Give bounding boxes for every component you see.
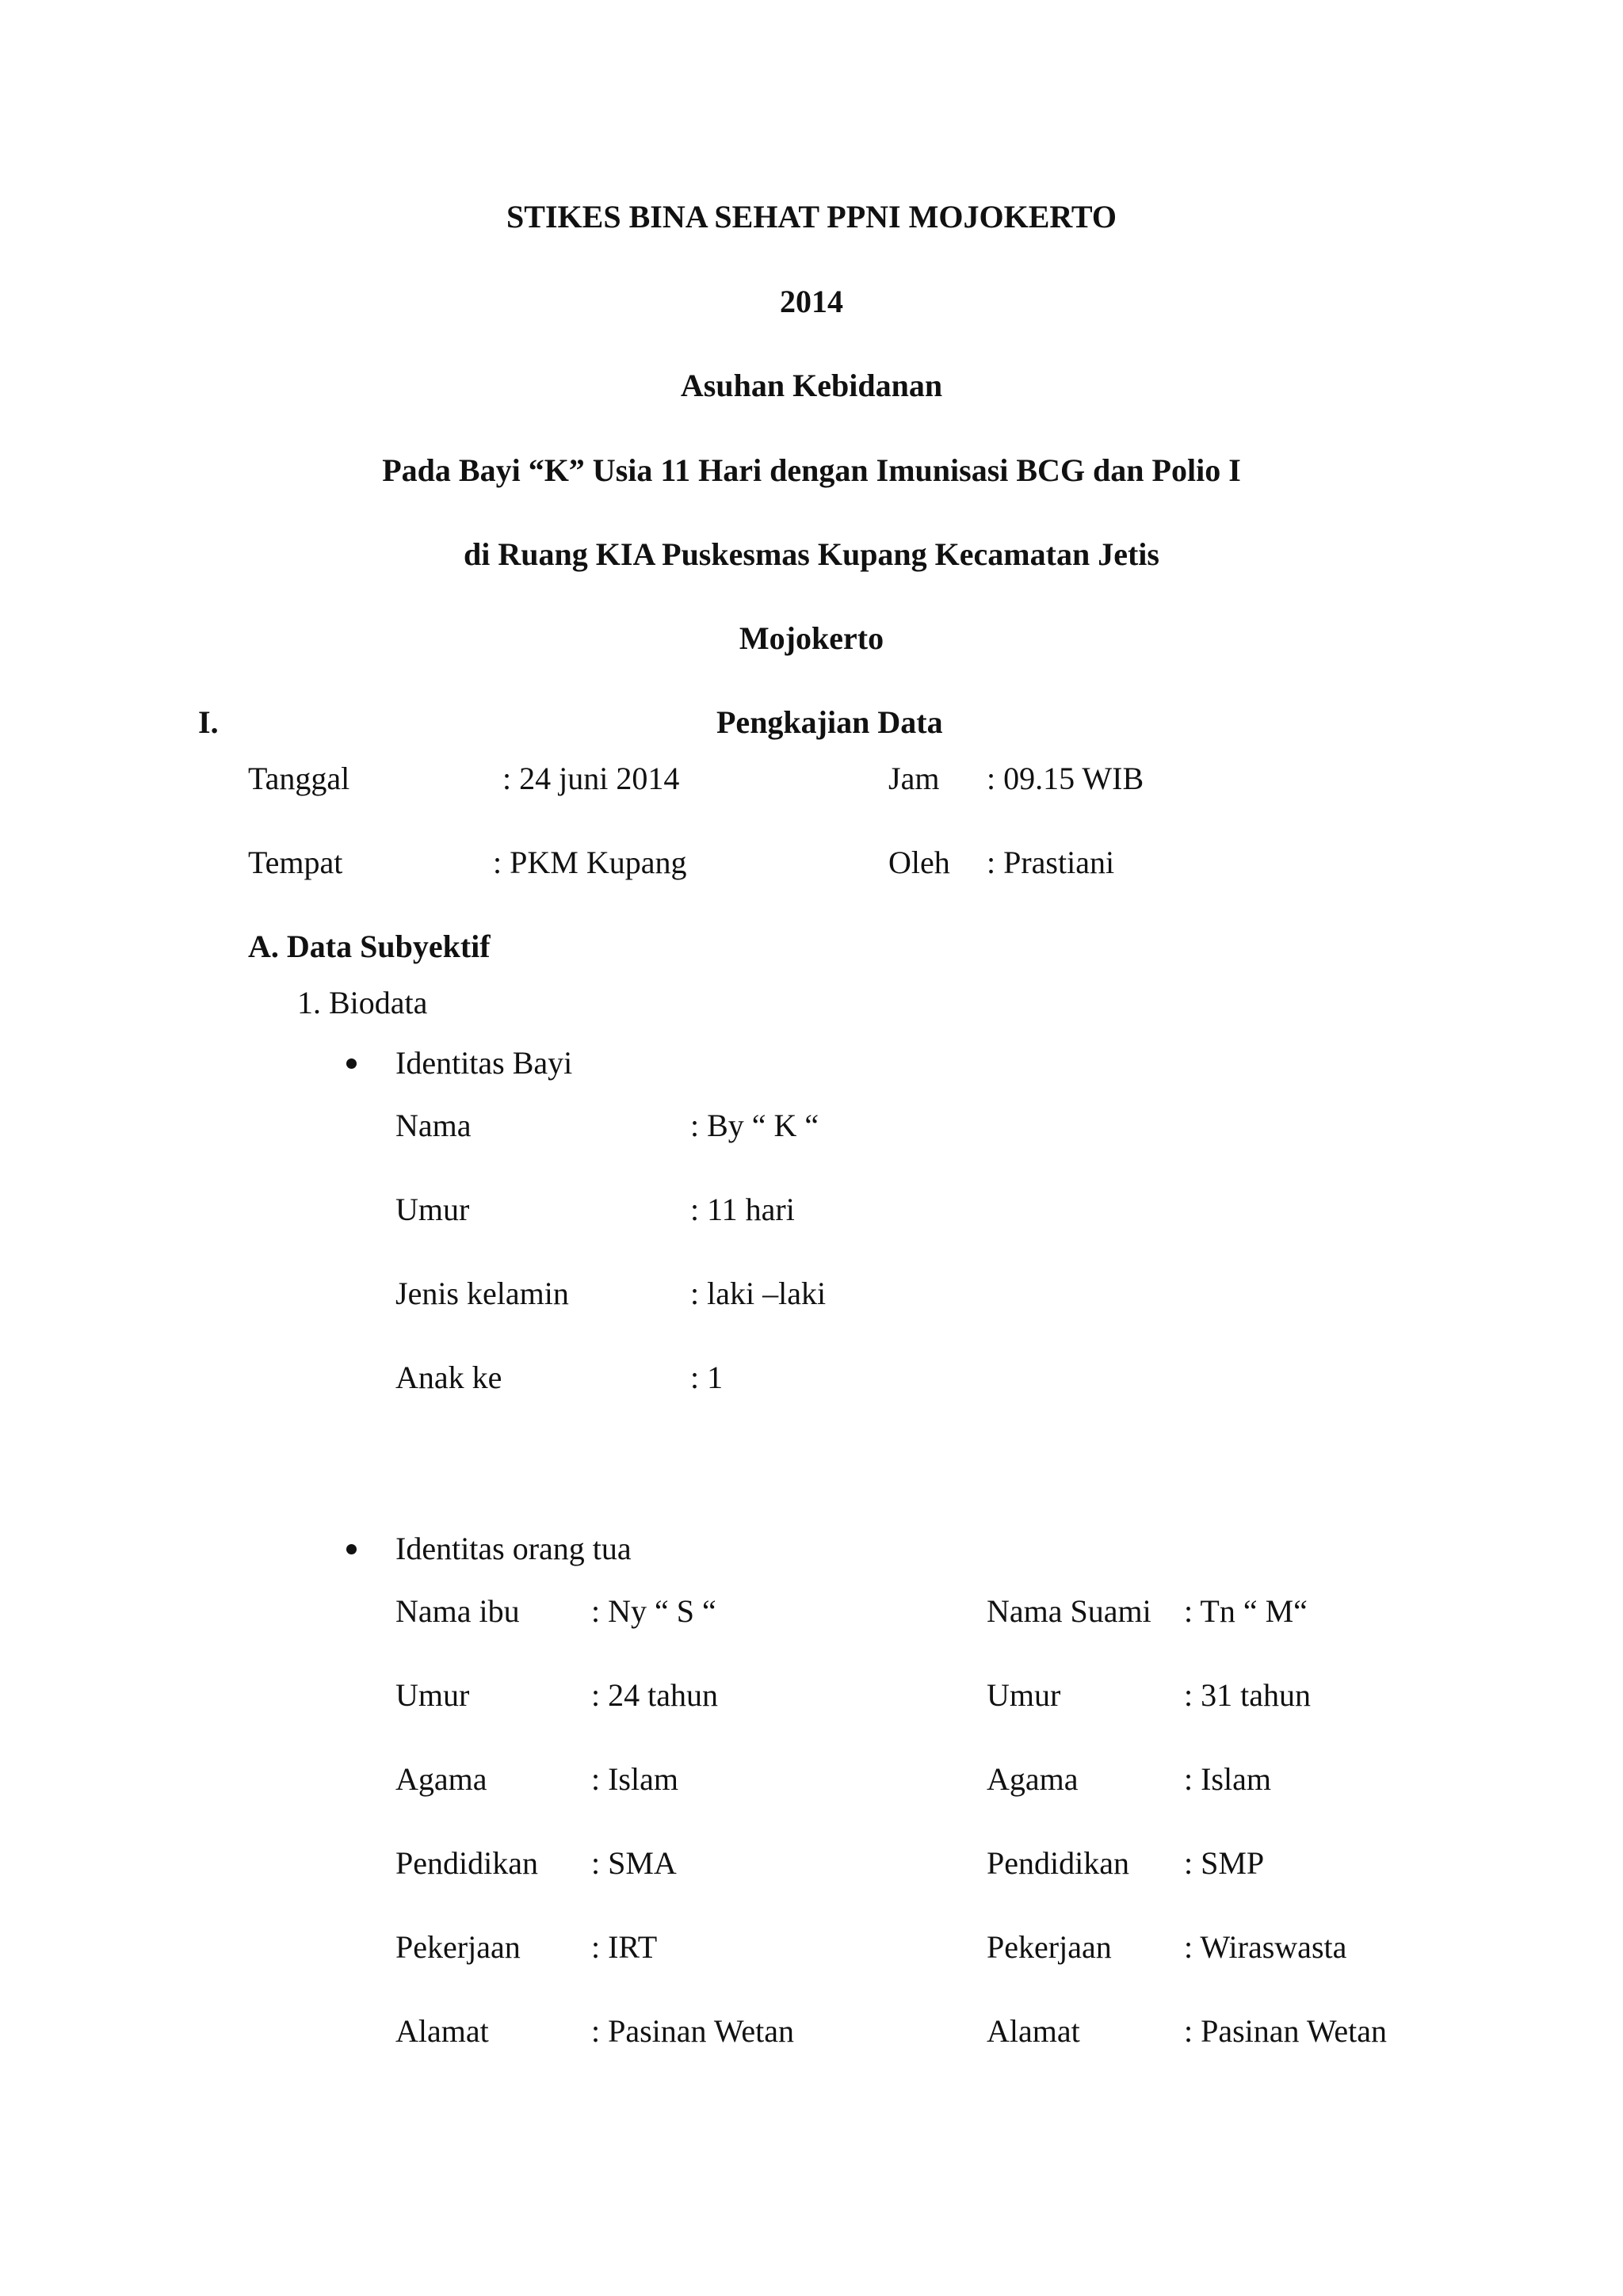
- oleh-label: Oleh: [888, 845, 950, 880]
- section-title: Pengkajian Data: [716, 704, 943, 740]
- suami-pendidikan-value: : SMP: [1184, 1845, 1265, 1881]
- ibu-agama-value: : Islam: [591, 1761, 678, 1797]
- tempat-label: Tempat: [248, 845, 343, 880]
- suami-nama-label: Nama Suami: [987, 1593, 1151, 1629]
- year-heading: 2014: [780, 284, 843, 319]
- subtitle-line-3: Mojokerto: [739, 620, 884, 656]
- suami-agama-value: : Islam: [1184, 1761, 1271, 1797]
- suami-umur-label: Umur: [987, 1677, 1061, 1713]
- institution-heading: STIKES BINA SEHAT PPNI MOJOKERTO: [506, 199, 1117, 235]
- bullet-icon: [346, 1544, 357, 1554]
- section-numeral: I.: [198, 704, 219, 740]
- tempat-value: : PKM Kupang: [493, 845, 687, 880]
- ibu-pendidikan-value: : SMA: [591, 1845, 677, 1881]
- suami-alamat-label: Alamat: [987, 2013, 1080, 2049]
- bayi-jenis-kelamin-value: : laki –laki: [690, 1276, 827, 1311]
- ibu-umur-value: : 24 tahun: [591, 1677, 718, 1713]
- tanggal-label: Tanggal: [248, 761, 350, 796]
- ibu-agama-label: Agama: [395, 1761, 487, 1797]
- ibu-nama-value: : Ny “ S “: [591, 1593, 716, 1629]
- ibu-umur-label: Umur: [395, 1677, 470, 1713]
- jam-value: : 09.15 WIB: [987, 761, 1144, 796]
- data-subyektif-heading: A. Data Subyektif: [248, 929, 491, 964]
- suami-umur-value: : 31 tahun: [1184, 1677, 1311, 1713]
- bayi-nama-label: Nama: [395, 1108, 472, 1143]
- biodata-item: 1. Biodata: [297, 985, 428, 1020]
- bayi-umur-label: Umur: [395, 1192, 470, 1227]
- tanggal-value: : 24 juni 2014: [502, 761, 680, 796]
- document-title: Asuhan Kebidanan: [680, 368, 943, 403]
- bayi-umur-value: : 11 hari: [690, 1192, 795, 1227]
- suami-pekerjaan-label: Pekerjaan: [987, 1929, 1112, 1965]
- ibu-alamat-value: : Pasinan Wetan: [591, 2013, 794, 2049]
- ibu-pekerjaan-label: Pekerjaan: [395, 1929, 521, 1965]
- ibu-nama-label: Nama ibu: [395, 1593, 520, 1629]
- bayi-nama-value: : By “ K “: [690, 1108, 819, 1143]
- identitas-bayi-heading: Identitas Bayi: [395, 1045, 573, 1081]
- suami-pendidikan-label: Pendidikan: [987, 1845, 1129, 1881]
- suami-agama-label: Agama: [987, 1761, 1079, 1797]
- subtitle-line-1: Pada Bayi “K” Usia 11 Hari dengan Imunisasi BCG dan Polio I: [382, 452, 1241, 488]
- oleh-value: : Prastiani: [987, 845, 1115, 880]
- suami-pekerjaan-value: : Wiraswasta: [1184, 1929, 1347, 1965]
- jam-label: Jam: [888, 761, 940, 796]
- suami-alamat-value: : Pasinan Wetan: [1184, 2013, 1387, 2049]
- suami-nama-value: : Tn “ M“: [1184, 1593, 1308, 1629]
- bullet-icon: [346, 1058, 357, 1069]
- bayi-jenis-kelamin-label: Jenis kelamin: [395, 1276, 569, 1311]
- ibu-pekerjaan-value: : IRT: [591, 1929, 658, 1965]
- bayi-anak-ke-value: : 1: [690, 1360, 724, 1395]
- subtitle-line-2: di Ruang KIA Puskesmas Kupang Kecamatan Jetis: [464, 536, 1159, 572]
- bayi-anak-ke-label: Anak ke: [395, 1360, 502, 1395]
- ibu-alamat-label: Alamat: [395, 2013, 489, 2049]
- ibu-pendidikan-label: Pendidikan: [395, 1845, 538, 1881]
- identitas-orang-tua-heading: Identitas orang tua: [395, 1531, 632, 1566]
